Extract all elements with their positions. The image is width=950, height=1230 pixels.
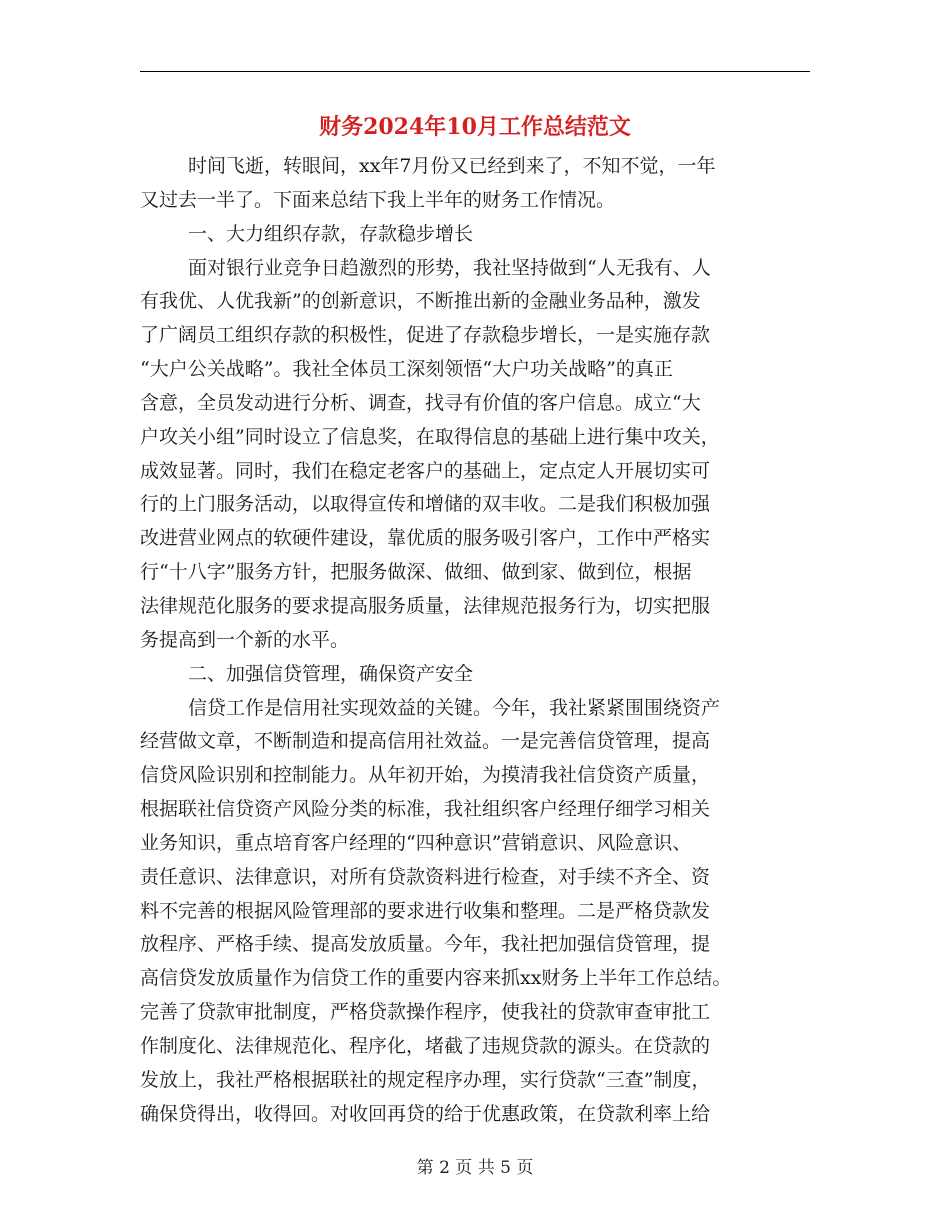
text-line: 含意，全员发动进行分析、调查，找寻有价值的客户信息。成立“大 xyxy=(140,391,701,414)
text-line: 作制度化、法律规范化、程序化，堵截了违规贷款的源头。在贷款的 xyxy=(140,1034,711,1057)
text-line: 成效显著。同时，我们在稳定老客户的基础上，定点定人开展切实可 xyxy=(140,459,711,482)
text-line: 责任意识、法律意识，对所有贷款资料进行检查，对手续不齐全、资 xyxy=(140,865,711,888)
text-line: 时间飞逝，转眼间，xx年7月份又已经到来了，不知不觉，一年 xyxy=(188,155,716,177)
header-rule xyxy=(140,71,810,72)
text-line: 高信贷发放质量作为信贷工作的重要内容来抓xx财务上半年工作总结。 xyxy=(140,967,732,990)
text-line: 有我优、人优我新”的创新意识，不断推出新的金融业务品种，激发 xyxy=(140,290,701,313)
text-line: 确保贷得出，收得回。对收回再贷的给于优惠政策，在贷款利率上给 xyxy=(140,1102,711,1125)
text-line: 料不完善的根据风险管理部的要求进行收集和整理。二是严格贷款发 xyxy=(140,899,711,922)
text-line: 二、加强信贷管理，确保资产安全 xyxy=(188,662,474,685)
text-line: 经营做文章，不断制造和提高信用社效益。一是完善信贷管理，提高 xyxy=(140,730,711,753)
text-line: 了广阔员工组织存款的积极性，促进了存款稳步增长，一是实施存款 xyxy=(140,324,711,347)
text-line: 信贷工作是信用社实现效益的关键。今年，我社紧紧围围绕资产 xyxy=(188,696,721,719)
text-line: 法律规范化服务的要求提高服务质量，法律规范报务行为，切实把服 xyxy=(140,594,711,617)
text-line: 发放上，我社严格根据联社的规定程序办理，实行贷款“三查”制度， xyxy=(140,1068,711,1091)
text-line: 一、大力组织存款，存款稳步增长 xyxy=(188,222,474,245)
text-line: 户攻关小组”同时设立了信息奖，在取得信息的基础上进行集中攻关， xyxy=(140,425,720,448)
document-title: 财务2024年10月工作总结范文 xyxy=(319,114,631,140)
text-line: 根据联社信贷资产风险分类的标准，我社组织客户经理仔细学习相关 xyxy=(140,798,711,821)
page-footer: 第 2 页 共 5 页 xyxy=(416,1158,534,1178)
text-line: 改进营业网点的软硬件建设，靠优质的服务吸引客户，工作中严格实 xyxy=(140,527,711,550)
text-line: 业务知识，重点培育客户经理的“四种意识”营销意识、风险意识、 xyxy=(140,831,692,854)
text-line: 面对银行业竞争日趋激烈的形势，我社坚持做到“人无我有、人 xyxy=(188,256,711,279)
text-line: 行“十八字”服务方针，把服务做深、做细、做到家、做到位，根据 xyxy=(140,561,692,584)
text-line: 完善了贷款审批制度，严格贷款操作程序，使我社的贷款审查审批工 xyxy=(140,1001,711,1024)
text-line: 放程序、严格手续、提高发放质量。今年，我社把加强信贷管理，提 xyxy=(140,933,711,956)
document-body xyxy=(140,150,810,1131)
text-line: 又过去一半了。下面来总结下我上半年的财务工作情况。 xyxy=(140,188,616,211)
text-line: 行的上门服务活动，以取得宣传和增储的双丰收。二是我们积极加强 xyxy=(140,493,711,516)
text-line: 信贷风险识别和控制能力。从年初开始，为摸清我社信贷资产质量， xyxy=(140,764,711,787)
text-line: “大户公关战略”。我社全体员工深刻领悟“大户功关战略”的真正 xyxy=(140,358,673,381)
text-line: 务提高到一个新的水平。 xyxy=(140,628,350,651)
